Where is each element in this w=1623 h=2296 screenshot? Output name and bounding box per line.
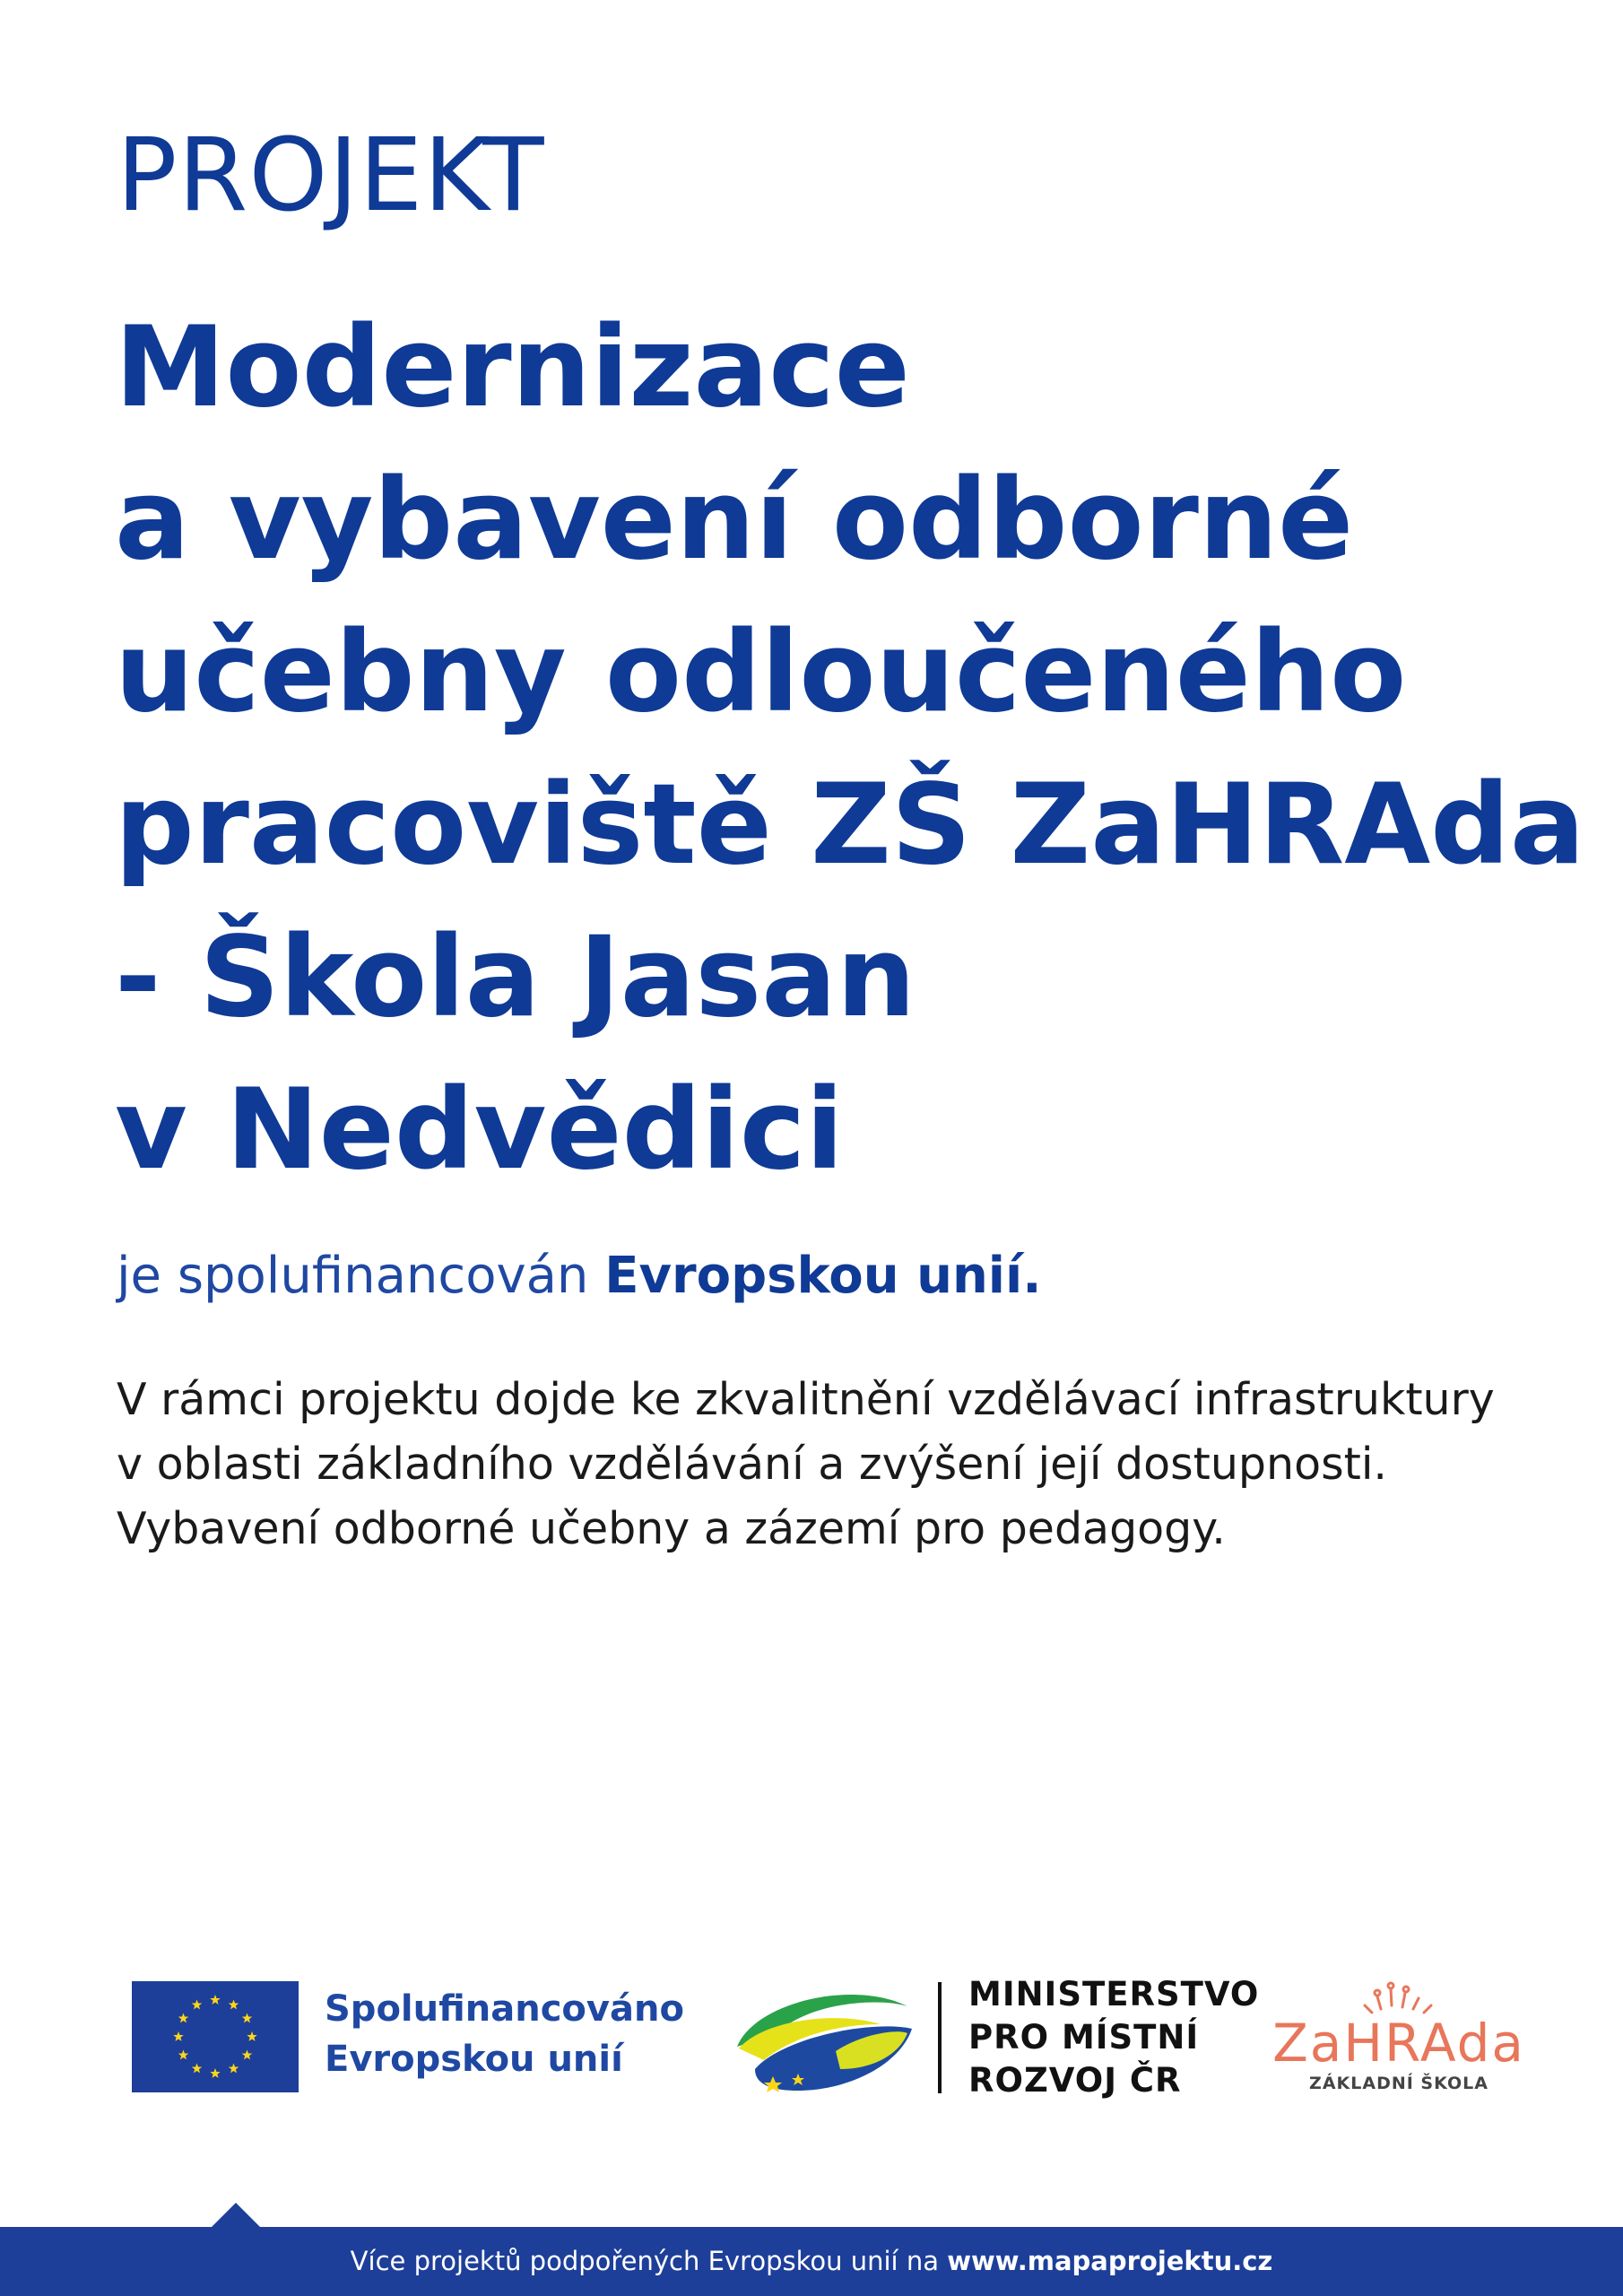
description-line: V rámci projektu dojde ke zkvalitnění vzdělávací infrastruktury — [117, 1374, 1495, 1425]
footer-link[interactable]: www.mapaprojektu.cz — [947, 2246, 1273, 2276]
ministry-line: MINISTERSTVO — [968, 1975, 1260, 2013]
title-line: učebny odloučeného — [115, 608, 1407, 737]
project-description — [117, 1368, 1569, 1561]
footer-bar — [0, 2227, 1623, 2296]
logo-divider — [938, 1982, 942, 2093]
eu-flag-icon — [132, 1981, 299, 2092]
title-line: v Nedvědici — [115, 1065, 844, 1195]
zahrada-logo-wordmark: ZaHRAda — [1272, 2013, 1525, 2074]
description-line: Vybavení odborné učebny a zázemí pro pedagogy. — [117, 1503, 1226, 1554]
zahrada-subtitle: ZÁKLADNÍ ŠKOLA — [1309, 2074, 1488, 2093]
mmr-emblem-icon — [728, 1984, 916, 2096]
eu-logo-text — [325, 1984, 684, 2084]
page-kicker: PROJEKT — [117, 117, 545, 234]
footer-text: Více projektů podpořených Evropskou unií na — [350, 2246, 939, 2276]
eu-logo-line: Spolufinancováno — [325, 1988, 684, 2030]
eu-logo-line: Evropskou unií — [325, 2039, 623, 2080]
project-title — [115, 291, 1585, 1206]
title-line: - Škola Jasan — [115, 913, 916, 1042]
footer-notch — [211, 2203, 261, 2228]
cofinanced-statement — [117, 1247, 1042, 1305]
cofinanced-by: Evropskou unií. — [604, 1247, 1042, 1305]
description-line: v oblasti základního vzdělávání a zvýšení její dostupnosti. — [117, 1439, 1388, 1490]
title-line: a vybavení odborné — [115, 456, 1354, 585]
cofinanced-prefix: je spolufinancován — [117, 1247, 589, 1305]
ministry-line: ROZVOJ ČR — [968, 2061, 1182, 2100]
ministry-logo-text — [968, 1973, 1259, 2102]
title-line: pracoviště ZŠ ZaHRAda — [115, 761, 1585, 890]
ministry-line: PRO MÍSTNÍ — [968, 2018, 1200, 2057]
title-line: Modernizace — [115, 303, 910, 432]
